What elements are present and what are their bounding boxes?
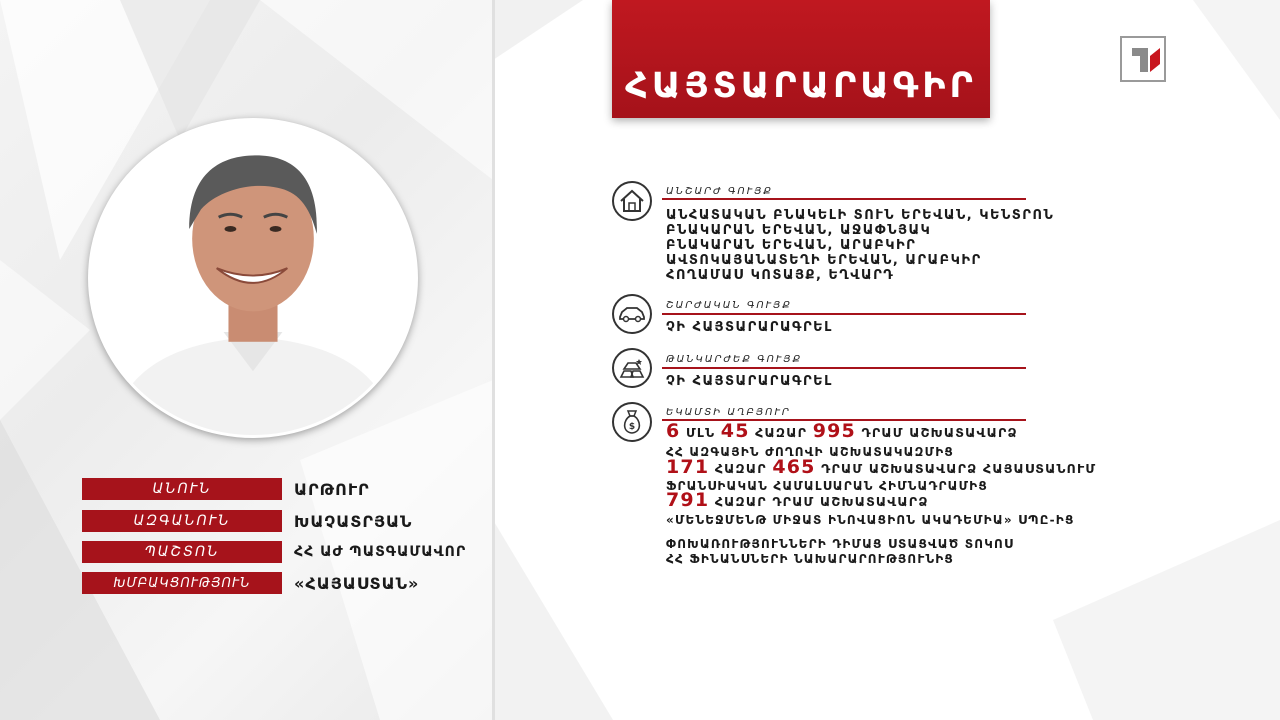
movable-value: ՉԻ ՀԱՅՏԱՐԱՐԱԳՐԵԼ	[666, 320, 833, 335]
income-amount: 171	[666, 456, 710, 478]
income-source: ՀՀ ԱԶԳԱՅԻՆ ԺՈՂՈՎԻ ԱՇԽԱՏԱԿԱԶՄԻՑ	[666, 445, 954, 459]
section-underline	[662, 198, 1026, 200]
channel-logo	[1120, 36, 1166, 82]
info-label: ԱԶԳԱՆՈՒՆ	[82, 510, 282, 532]
section-underline	[662, 313, 1026, 315]
panel-divider	[492, 0, 495, 720]
page-title: ՀԱՅՏԱՐԱՐԱԳԻՐ	[625, 66, 977, 106]
channel-one-icon	[1120, 36, 1166, 82]
income-unit: ՄԼՆ	[680, 425, 721, 440]
info-value: ԽԱՉԱՏՐՅԱՆ	[294, 511, 413, 531]
real-estate-line: ԱՆՀԱՏԱԿԱՆ ԲՆԱԿԵԼԻ ՏՈՒՆ ԵՐԵՎԱՆ, ԿԵՆՏՐՈՆ	[666, 208, 1055, 223]
income-amount: 465	[772, 456, 816, 478]
income-unit: ՀԱԶԱՐ	[749, 425, 813, 440]
income-tail-line: ՓՈԽԱՌՈՒԹՅՈՒՆՆԵՐԻ ԴԻՄԱՑ ՍՏԱՑՎԱԾ ՏՈԿՈՍ	[666, 537, 1014, 551]
info-row-position	[82, 541, 466, 563]
income-amount: 791	[666, 489, 710, 511]
svg-text:$: $	[628, 422, 636, 432]
person-photo	[88, 118, 418, 438]
income-tail-line: ՀՀ ՖԻՆԱՆՍՆԵՐԻ ՆԱԽԱՐԱՐՈՒԹՅՈՒՆԻՑ	[666, 552, 955, 566]
portrait-image	[91, 121, 415, 435]
income-item-3	[666, 489, 929, 511]
info-label: ԱՆՈՒՆ	[82, 478, 282, 500]
income-item-2	[666, 456, 1097, 478]
income-source: ՖՐԱՆՍԻԱԿԱՆ ՀԱՄԱԼՍԱՐԱՆ ՀԻՄՆԱԴՐԱՄԻՑ	[666, 479, 988, 493]
income-unit: ԴՐԱՄ ԱՇԽԱՏԱՎԱՐՁ	[855, 425, 1018, 440]
income-amount: 6	[666, 420, 681, 442]
house-icon	[612, 181, 652, 221]
info-row-surname	[82, 510, 412, 532]
valuables-value: ՉԻ ՀԱՅՏԱՐԱՐԱԳՐԵԼ	[666, 374, 833, 389]
income-unit: ԴՐԱՄ ԱՇԽԱՏԱՎԱՐՁ ՀԱՅԱՍՏԱՆՈՒՄ	[815, 461, 1097, 476]
section-label: ԵԿԱՄՏԻ ԱՂԲՅՈՒՐ	[666, 407, 791, 418]
info-value: «ՀԱՅԱՍՏԱՆ»	[294, 573, 420, 593]
info-label: ԽՄԲԱԿՑՈՒԹՅՈՒՆ	[82, 572, 282, 594]
section-label: ԱՆՇԱՐԺ ԳՈՒՅՔ	[666, 186, 773, 197]
info-value: ԱՐԹՈՒՐ	[294, 479, 370, 499]
car-icon	[612, 294, 652, 334]
income-item-1	[666, 420, 1018, 442]
real-estate-line: ԲՆԱԿԱՐԱՆ ԵՐԵՎԱՆ, ԱՐԱԲԿԻՐ	[666, 238, 917, 253]
info-row-name	[82, 478, 370, 500]
real-estate-line: ԱՎՏՈԿԱՅԱՆԱՏԵՂԻ ԵՐԵՎԱՆ, ԱՐԱԲԿԻՐ	[666, 253, 982, 268]
income-amount: 995	[812, 420, 856, 442]
gold-bars-icon	[612, 348, 652, 388]
info-label: ՊԱՇՏՈՆ	[82, 541, 282, 563]
section-underline	[662, 367, 1026, 369]
real-estate-line: ՀՈՂԱՄԱՍ ԿՈՏԱՅՔ, ԵՂՎԱՐԴ	[666, 268, 895, 283]
title-banner	[612, 0, 990, 118]
income-amount: 45	[720, 420, 750, 442]
info-row-faction	[82, 572, 419, 594]
income-unit: ՀԱԶԱՐ	[709, 461, 773, 476]
income-source: «ՄԵՆԵՋՄԵՆԹ ՄԻՋԱՏ ԻՆՈՎԱՑԻՈՆ ԱԿԱԴԵՄԻԱ» ՍՊԸ-ԻՑ	[666, 513, 1075, 527]
section-label: ՇԱՐԺԱԿԱՆ ԳՈՒՅՔ	[666, 300, 792, 311]
money-bag-icon	[612, 402, 652, 442]
real-estate-line: ԲՆԱԿԱՐԱՆ ԵՐԵՎԱՆ, ԱՋԱՓՆՅԱԿ	[666, 223, 932, 238]
section-label: ԹԱՆԿԱՐԺԵՔ ԳՈՒՅՔ	[666, 354, 803, 365]
info-value: ՀՀ ԱԺ ՊԱՏԳԱՄԱՎՈՐ	[294, 544, 467, 560]
income-unit: ՀԱԶԱՐ ԴՐԱՄ ԱՇԽԱՏԱՎԱՐՁ	[709, 494, 929, 509]
